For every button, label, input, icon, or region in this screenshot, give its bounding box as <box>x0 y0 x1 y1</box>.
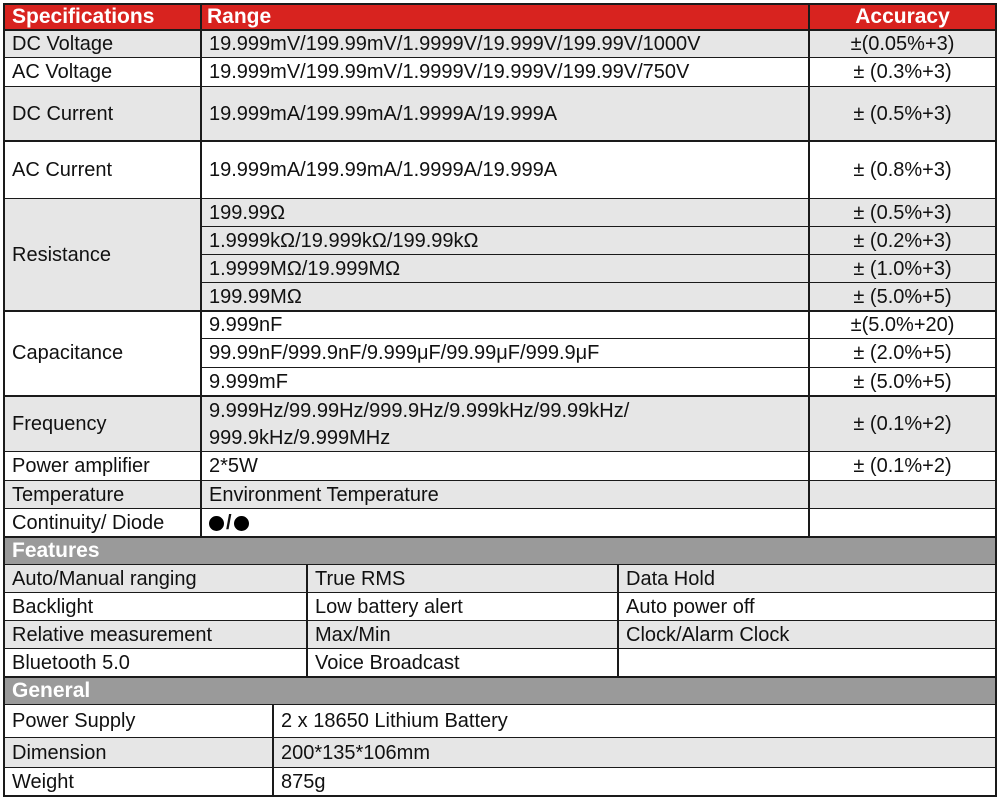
divider-row <box>3 86 997 87</box>
ac-current-accuracy: ± (0.8%+3) <box>853 158 952 181</box>
resistance-label: Resistance <box>12 243 111 266</box>
divider-col-features-2 <box>617 564 619 677</box>
divider-col-2 <box>808 3 810 538</box>
capacitance-accuracy-3: ± (5.0%+5) <box>853 370 952 393</box>
resistance-accuracy-1: ± (0.5%+3) <box>853 201 952 224</box>
divider-row <box>3 564 997 565</box>
feature-clock-alarm: Clock/Alarm Clock <box>626 623 790 646</box>
ac-voltage-accuracy: ± (0.3%+3) <box>853 61 952 83</box>
ac-voltage-range: 19.999mV/199.99mV/1.9999V/19.999V/199.99V/750V <box>209 61 690 83</box>
resistance-range-3: 1.9999MΩ/19.999MΩ <box>209 257 401 280</box>
divider-row <box>3 676 997 678</box>
resistance-accuracy-2: ± (0.2%+3) <box>853 229 952 252</box>
header-specifications <box>4 4 200 30</box>
resistance-accuracy-3: ± (1.0%+3) <box>853 257 952 280</box>
table-border-top <box>3 3 997 5</box>
general-section-header <box>4 677 996 705</box>
header-accuracy-label: Accuracy <box>855 5 950 28</box>
divider-subrow <box>200 226 997 227</box>
divider-row <box>3 480 997 481</box>
filled-circle-icon <box>234 516 249 531</box>
general-weight-label: Weight <box>12 770 74 793</box>
divider-row <box>3 29 997 31</box>
resistance-range-1: 199.99Ω <box>209 201 286 224</box>
divider-row <box>3 508 997 509</box>
general-title: General <box>12 679 91 702</box>
general-weight-value: 875g <box>281 770 326 793</box>
table-border-bottom <box>3 795 997 797</box>
frequency-range-line1: 9.999Hz/99.99Hz/999.9Hz/9.999kHz/99.99kHz/ <box>209 400 630 422</box>
feature-auto-manual-ranging: Auto/Manual ranging <box>12 567 197 590</box>
feature-empty <box>618 649 996 677</box>
temperature-accuracy <box>809 481 996 509</box>
divider-col-1 <box>200 3 202 538</box>
divider-row <box>3 737 997 738</box>
divider-row <box>3 536 997 538</box>
divider-row <box>3 648 997 649</box>
ac-current-range: 19.999mA/199.99mA/1.9999A/19.999A <box>209 158 558 181</box>
capacitance-label: Capacitance <box>12 342 124 364</box>
dc-current-accuracy: ± (0.5%+3) <box>853 102 952 125</box>
feature-voice-broadcast: Voice Broadcast <box>315 651 460 674</box>
divider-row <box>3 395 997 397</box>
power-amplifier-range: 2*5W <box>209 455 258 477</box>
frequency-range-line2: 999.9kHz/9.999MHz <box>209 427 391 449</box>
header-specifications-label: Specifications <box>12 5 155 28</box>
header-accuracy <box>809 4 996 30</box>
divider-row <box>3 310 997 312</box>
capacitance-range-2: 99.99nF/999.9nF/9.999μF/99.99μF/999.9μF <box>209 342 600 364</box>
header-range <box>201 4 808 30</box>
resistance-range-2: 1.9999kΩ/19.999kΩ/199.99kΩ <box>209 229 479 252</box>
divider-row <box>3 767 997 768</box>
feature-bluetooth: Bluetooth 5.0 <box>12 651 130 674</box>
feature-max-min: Max/Min <box>315 623 391 646</box>
continuity-separator: / <box>226 511 232 534</box>
ac-voltage-label: AC Voltage <box>12 61 113 83</box>
divider-col-general <box>272 704 274 796</box>
frequency-range <box>201 398 808 452</box>
dc-voltage-accuracy: ±(0.05%+3) <box>850 32 955 55</box>
frequency-label: Frequency <box>12 412 107 435</box>
divider-row <box>3 592 997 593</box>
temperature-range: Environment Temperature <box>209 483 439 506</box>
feature-backlight: Backlight <box>12 595 94 618</box>
capacitance-range-1: 9.999nF <box>209 313 283 336</box>
divider-subrow <box>200 282 997 283</box>
divider-subrow <box>200 338 997 339</box>
capacitance-accuracy-2: ± (2.0%+5) <box>853 342 952 364</box>
temperature-label: Temperature <box>12 483 125 506</box>
dc-current-range: 19.999mA/199.99mA/1.9999A/19.999A <box>209 102 558 125</box>
dc-voltage-range: 19.999mV/199.99mV/1.9999V/19.999V/199.99V/1000V <box>209 32 701 55</box>
power-amplifier-accuracy: ± (0.1%+2) <box>853 455 952 477</box>
ac-current-label: AC Current <box>12 158 113 181</box>
feature-auto-power-off: Auto power off <box>626 595 755 618</box>
capacitance-accuracy-1: ±(5.0%+20) <box>850 313 955 336</box>
feature-data-hold: Data Hold <box>626 567 715 590</box>
divider-col-features-1 <box>306 564 308 677</box>
divider-row <box>3 198 997 199</box>
resistance-accuracy-4: ± (5.0%+5) <box>853 285 952 308</box>
feature-true-rms: True RMS <box>315 567 406 590</box>
features-title: Features <box>12 539 100 562</box>
continuity-accuracy <box>809 509 996 537</box>
feature-low-battery-alert: Low battery alert <box>315 595 463 618</box>
divider-row <box>3 451 997 452</box>
divider-subrow <box>200 367 997 368</box>
divider-subrow <box>200 254 997 255</box>
divider-row <box>3 57 997 58</box>
features-section-header <box>4 537 996 565</box>
header-range-label: Range <box>207 5 272 28</box>
divider-row <box>3 704 997 705</box>
general-dimension-label: Dimension <box>12 741 107 764</box>
divider-row <box>3 140 997 142</box>
capacitance-range-3: 9.999mF <box>209 370 288 393</box>
general-power-supply-label: Power Supply <box>12 710 136 732</box>
dc-voltage-label: DC Voltage <box>12 32 114 55</box>
dc-current-label: DC Current <box>12 102 114 125</box>
filled-circle-icon <box>209 516 224 531</box>
continuity-range <box>201 509 808 537</box>
general-dimension-value: 200*135*106mm <box>281 741 430 764</box>
continuity-label: Continuity/ Diode <box>12 511 165 534</box>
frequency-accuracy: ± (0.1%+2) <box>853 412 952 435</box>
resistance-range-4: 199.99MΩ <box>209 285 302 308</box>
general-power-supply-value: 2 x 18650 Lithium Battery <box>281 710 508 732</box>
divider-row <box>3 620 997 621</box>
feature-relative-measurement: Relative measurement <box>12 623 213 646</box>
power-amplifier-label: Power amplifier <box>12 455 150 477</box>
